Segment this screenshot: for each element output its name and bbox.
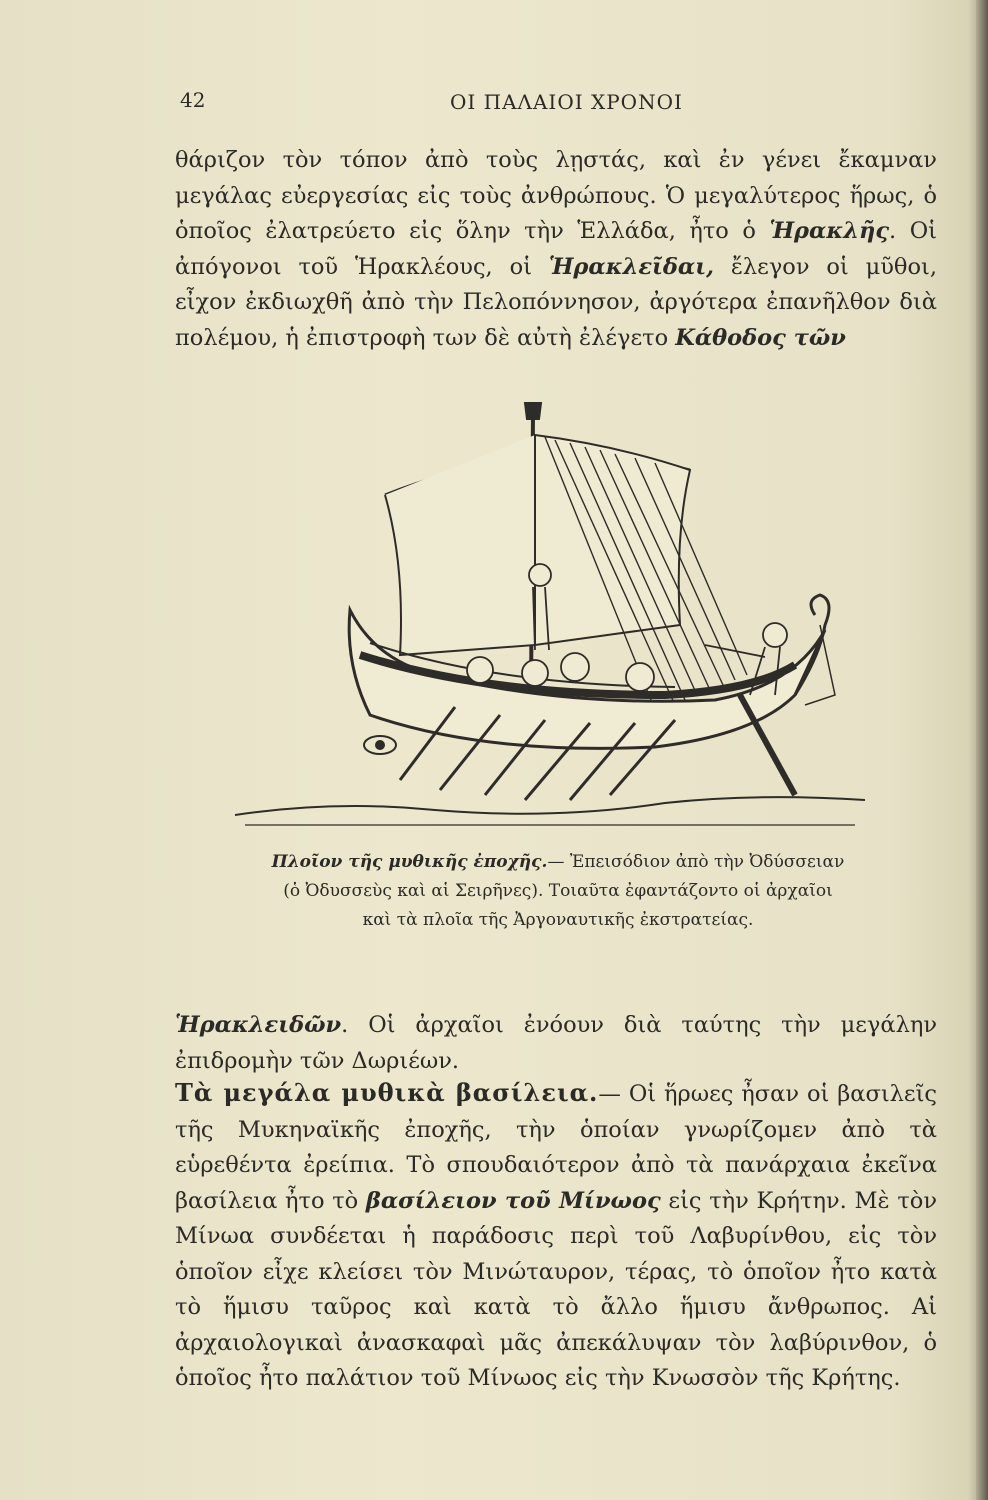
mast-top <box>525 403 541 419</box>
paragraph-3-text-b: εἰς τὴν Κρήτην. Μὲ τὸν Μίνωα συνδέεται ἡ παράδοσις περὶ τοῦ Λαβυρίνθου, εἰς τὸν ὁποῖον εἶχε κλείσει τὸν Μινώταυρον, τέρας, τὸ ὁποῖον ἦτο κατὰ τὸ ἥμισυ ταῦρος καὶ κατὰ τὸ ἄλλο ἥμισυ ἄνθρωπος. Αἱ ἀρχαιολογικαὶ ἀνασκαφαὶ μᾶς ἀπεκάλυψαν τὸν λαβύρινθον, ὁ ὁποῖος ἦτο παλάτιον τοῦ Μίνωος εἰς τὴν Κνωσσὸν τῆς Κρήτης. <box>175 1187 937 1391</box>
page-number: 42 <box>180 88 206 112</box>
sail-right <box>535 435 690 645</box>
ship-illustration <box>235 395 865 840</box>
paragraph-2 <box>175 1008 937 1079</box>
paragraph-2-text: . Οἱ ἀρχαῖοι ἐνόουν διὰ ταύτης τὴν μεγάλην ἐπιδρομὴν τῶν Δωριέων. <box>175 1012 937 1074</box>
term-minos-kingdom: βασίλειον τοῦ Μίνωος <box>365 1187 661 1214</box>
term-heraclidon: Ἡρακλειδῶν <box>175 1012 342 1038</box>
term-heraclidae: Ἡρακλεῖδαι, <box>548 253 714 280</box>
paragraph-1-text-c: ἔλεγον οἱ μῦθοι, εἶχον ἐκδιωχθῆ ἀπὸ τὴν Πελοπόννησον, ἀργότερα ἐπανῆλθον διὰ πολέμου, ἡ ἐπιστροφὴ των δὲ αὐτὴ ἐλέγετο <box>175 253 937 351</box>
page-header <box>180 88 940 122</box>
sea-line <box>235 797 865 815</box>
running-title: ΟΙ ΠΑΛΑΙΟΙ ΧΡΟΝΟΙ <box>450 90 683 114</box>
caption-text: — Ἐπεισόδιον ἀπὸ τὴν Ὀδύσσειαν (ὁ Ὀδυσσεὺς καὶ αἱ Σειρῆνες). Τοιαῦτα ἐφαντάζοντο οἱ ἀρχαῖοι καὶ τὰ πλοῖα τῆς Ἀργοναυτικῆς ἐκστρατείας. <box>283 852 845 930</box>
term-kathodos: Κάθοδος τῶν <box>675 324 846 351</box>
paragraph-3 <box>175 1075 937 1397</box>
paragraph-1 <box>175 143 937 356</box>
section-heading: Τὰ μεγάλα μυθικὰ βασίλεια. <box>175 1078 599 1107</box>
term-heracles: Ἡρακλῆς <box>769 218 890 244</box>
figure-caption <box>268 848 848 935</box>
sail-left <box>385 435 535 655</box>
paragraph-1-text-b: . Οἱ ἀπόγονοι τοῦ Ἡρακλέους, οἱ <box>175 218 937 280</box>
page-edge-shadow <box>976 0 988 1500</box>
caption-title: Πλοῖον τῆς μυθικῆς ἐποχῆς. <box>271 852 548 872</box>
paragraph-1-text-a: θάριζον τὸν τόπον ἀπὸ τοὺς λῃστάς, καὶ ἐν γένει ἔκαμναν μεγάλας εὐεργεσίας εἰς τοὺς ἀνθρώπους. Ὁ μεγαλύτερος ἥρως, ὁ ὁποῖος ἐλατρεύετο εἰς ὅλην τὴν Ἑλλάδα, ἦτο ὁ <box>175 147 937 244</box>
paragraph-3-text-a: — Οἱ ἥρωες ἦσαν οἱ βασιλεῖς τῆς Μυκηναϊκῆς ἐποχῆς, τὴν ὁποίαν γνωρίζομεν ἀπὸ τὰ εὑρεθέντα ἐρείπια. Τὸ σπουδαιότερον ἀπὸ τὰ πανάρχαια ἐκεῖνα βασίλεια ἦτο τὸ <box>175 1081 937 1214</box>
